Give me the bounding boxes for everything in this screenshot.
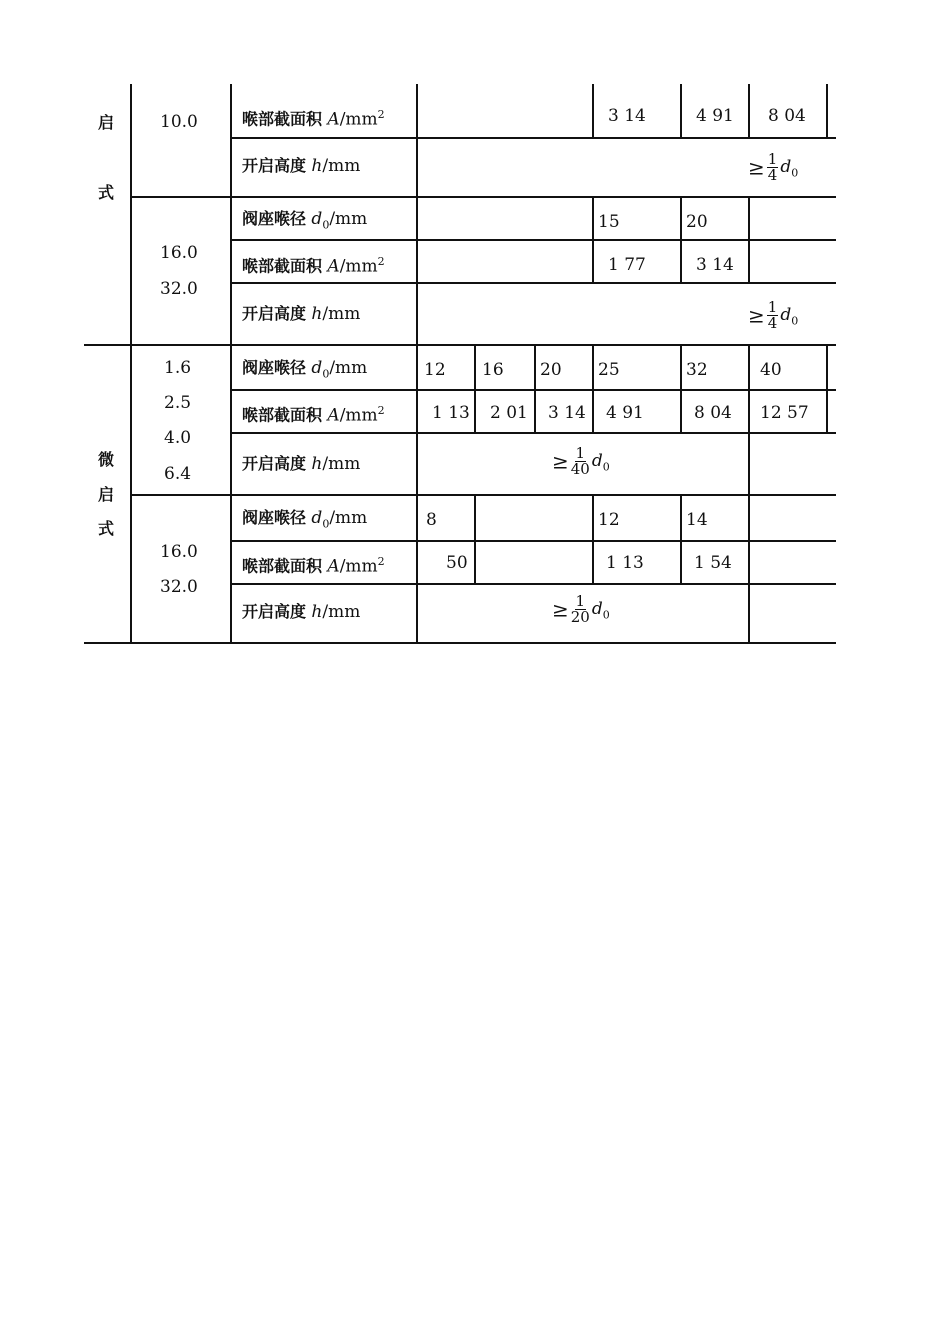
area-value: 4 91 [606, 403, 644, 423]
area-value: 3 14 [548, 403, 586, 423]
rule [130, 196, 836, 198]
lift-label: 开启高度 h/mm [242, 156, 361, 176]
lift-formula: ≥ $\frac{1}{40}$ $d_0$ [552, 444, 610, 478]
rule [474, 344, 476, 432]
rule [680, 84, 682, 137]
pressure-value: 6.4 [164, 464, 192, 484]
lift-label: 开启高度 h/mm [242, 454, 361, 474]
rule [232, 540, 836, 542]
pressure-value: 10.0 [160, 112, 198, 132]
rule [130, 84, 132, 644]
area-label: 喉部截面积 $A/mm^2$ [242, 404, 385, 426]
category-char: 微 [98, 450, 115, 469]
lift-parameters-table [0, 0, 950, 660]
lift-formula: ≥ $\frac{1}{4}$ $d_0$ [748, 150, 799, 184]
rule [748, 344, 750, 644]
category-char: 式 [98, 519, 115, 538]
rule [592, 196, 594, 282]
area-value: 3 14 [608, 106, 646, 126]
rule [232, 282, 836, 284]
rule [230, 84, 232, 644]
seat-value: 16 [482, 360, 504, 380]
rule [592, 84, 594, 137]
area-label: 喉部截面积 $A/mm^2$ [242, 108, 385, 130]
seat-label: 阀座喉径 $d_0/mm$ [242, 508, 368, 531]
rule [592, 344, 594, 432]
pressure-value: 4.0 [164, 428, 192, 448]
area-label: 喉部截面积 $A/mm^2$ [242, 255, 385, 277]
rule [232, 137, 836, 139]
rule [826, 84, 828, 137]
seat-value: 15 [598, 212, 620, 232]
rule [416, 84, 418, 644]
area-value: 8 04 [768, 106, 806, 126]
area-value: 12 57 [760, 403, 809, 423]
seat-value: 20 [540, 360, 562, 380]
rule [680, 196, 682, 282]
rule [232, 432, 836, 434]
area-label: 喉部截面积 $A/mm^2$ [242, 555, 385, 577]
area-value: 1 13 [432, 403, 470, 423]
rule [130, 494, 836, 496]
seat-label: 阀座喉径 $d_0/mm$ [242, 209, 368, 232]
seat-value: 25 [598, 360, 620, 380]
pressure-value: 16.0 [160, 542, 198, 562]
rule [826, 344, 828, 432]
lift-label: 开启高度 h/mm [242, 304, 361, 324]
rule [232, 239, 836, 241]
category-char: 启 [98, 113, 115, 132]
area-value: 3 14 [696, 255, 734, 275]
category-char: 启 [98, 485, 115, 504]
seat-value: 8 [426, 510, 437, 530]
rule [680, 344, 682, 432]
lift-formula: ≥ $\frac{1}{4}$ $d_0$ [748, 298, 799, 332]
rule [474, 494, 476, 583]
rule [748, 196, 750, 282]
pressure-value: 2.5 [164, 393, 192, 413]
lift-label: 开启高度 h/mm [242, 602, 361, 622]
rule [592, 494, 594, 583]
pressure-value: 16.0 [160, 243, 198, 263]
rule [84, 642, 836, 644]
rule [680, 494, 682, 583]
rule [748, 84, 750, 137]
rule [84, 344, 836, 346]
category-char: 式 [98, 183, 115, 202]
seat-value: 20 [686, 212, 708, 232]
pressure-value: 32.0 [160, 577, 198, 597]
area-value: 1 13 [606, 553, 644, 573]
area-value: 50 [446, 553, 468, 573]
seat-value: 14 [686, 510, 708, 530]
seat-value: 32 [686, 360, 708, 380]
rule [232, 583, 836, 585]
seat-value: 12 [598, 510, 620, 530]
seat-value: 12 [424, 360, 446, 380]
area-value: 8 04 [694, 403, 732, 423]
area-value: 1 77 [608, 255, 646, 275]
pressure-value: 1.6 [164, 358, 192, 378]
seat-value: 40 [760, 360, 782, 380]
lift-formula: ≥ $\frac{1}{20}$ $d_0$ [552, 592, 610, 626]
pressure-value: 32.0 [160, 279, 198, 299]
area-value: 1 54 [694, 553, 732, 573]
rule [534, 344, 536, 432]
seat-label: 阀座喉径 $d_0/mm$ [242, 358, 368, 381]
area-value: 4 91 [696, 106, 734, 126]
area-value: 2 01 [490, 403, 528, 423]
